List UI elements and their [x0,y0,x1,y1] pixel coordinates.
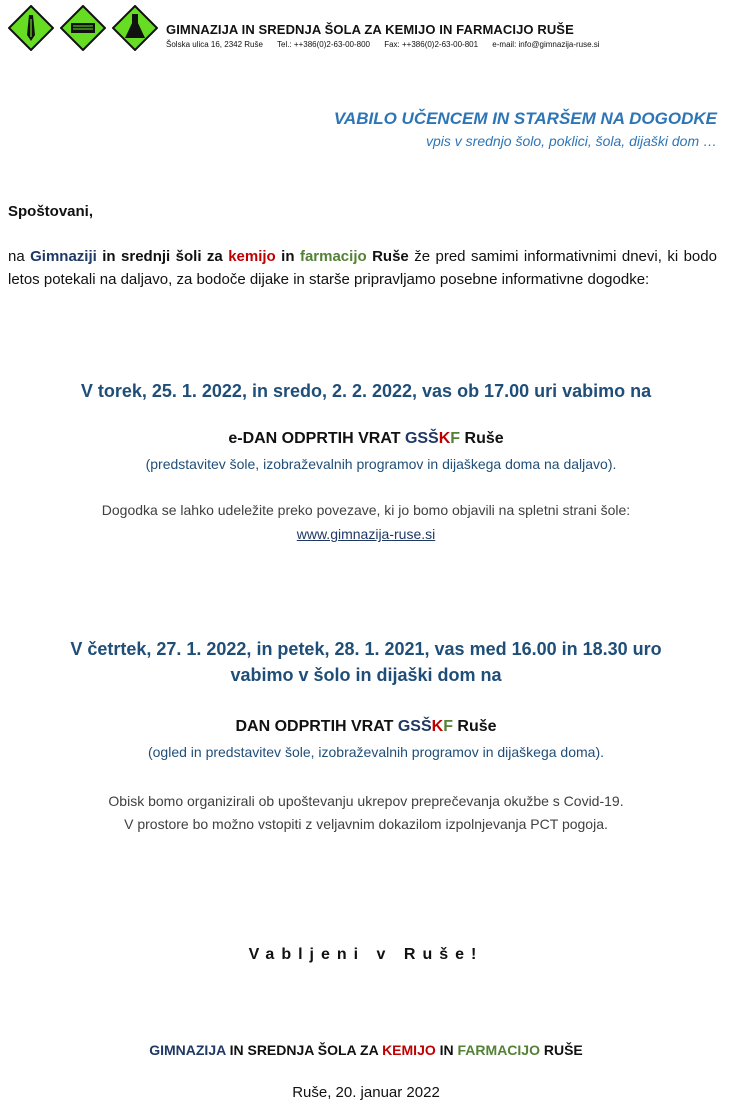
school-logo-pen-icon [8,5,54,51]
document-title [334,109,717,149]
event2-heading-cont: vabimo v šolo in dijaški dom na [230,665,502,685]
event1-title-suffix: Ruše [460,430,504,447]
intro-text: na [8,248,31,265]
school-logo-book-icon [60,5,106,51]
telephone: Tel.: ++386(0)2-63-00-800 [277,40,370,49]
school-name: GIMNAZIJA IN SREDNJA ŠOLA ZA KEMIJO IN FARMACIJO RUŠE [166,22,574,37]
event2-title-text: DAN ODPRTIH VRAT [235,718,398,735]
footer-gimnazija: GIMNAZIJA [149,1042,226,1058]
abbr-k: K [431,718,444,735]
event2-note-1: Obisk bomo organizirali ob upoštevanju ukrepov preprečevanja okužbe s Covid-19. [108,793,624,809]
event1-link-row [0,522,732,546]
title-sub: vpis v srednjo šolo, poklici, šola, dijaški dom … [425,133,717,149]
footer-text: IN [435,1042,458,1058]
abbr-f: F [443,718,453,735]
intro-ruse: Ruše [366,248,409,265]
event1-note: Dogodka se lahko udeležite preko povezave, ki jo bomo objavili na spletni strani šole: [101,502,631,518]
abbr-gss: GSŠ [397,718,432,735]
document-date: Ruše, 20. januar 2022 [292,1084,440,1101]
event2-note-2: V prostore bo možno vstopiti z veljavnim dokazilom izpolnjevanja PCT pogoja. [124,816,608,832]
intro-gimnaziji: Gimnaziji [30,248,97,265]
footer-text: IN SREDNJA ŠOLA ZA [225,1042,383,1058]
fax: Fax: ++386(0)2-63-00-801 [384,40,479,49]
footer-kemijo: KEMIJO [382,1042,436,1058]
address: Šolska ulica 16, 2342 Ruše [166,40,263,49]
event2-heading: V četrtek, 27. 1. 2022, in petek, 28. 1. 2021, vas med 16.00 in 18.30 uro [70,639,662,659]
footer-farmacijo: FARMACIJO [457,1042,540,1058]
footer-school-name [0,1042,732,1058]
event2-description: (ogled in predstavitev šole, izobraževalnih programov in dijaškega doma). [147,744,605,760]
footer-ruse: RUŠE [539,1042,583,1058]
intro-text: in [275,248,300,265]
website-link[interactable]: www.gimnazija-ruse.si [296,526,436,542]
event1-title-text: e-DAN ODPRTIH VRAT [228,430,405,447]
abbr-gss: GSŠ [404,430,439,447]
header-logos [8,5,158,51]
title-main: VABILO UČENCEM IN STARŠEM NA DOGODKE [333,109,717,128]
event1-heading: V torek, 25. 1. 2022, in sredo, 2. 2. 2022, vas ob 17.00 uri vabimo na [80,381,652,401]
intro-kemijo: kemijo [228,248,276,265]
intro-paragraph [8,245,717,291]
greeting: Spoštovani, [8,203,94,220]
event2-title [0,718,732,736]
intro-text: in srednji šoli za [96,248,229,265]
intro-text: že pred samimi informativnimi dnevi, ki bodo letos potekali na daljavo, za bodoče dijake in starše pripravljamo posebne informativne dogodke: [8,248,717,288]
event1-description: (predstavitev šole, izobraževalnih programov in dijaškega doma na daljavo). [145,456,617,472]
email: e-mail: info@gimnazija-ruse.si [492,40,600,49]
intro-farmacijo: farmacijo [299,248,367,265]
header [166,22,612,49]
event2-title-suffix: Ruše [452,718,497,735]
welcome-text: Vabljeni v Ruše! [248,946,484,963]
abbr-f: F [450,430,461,447]
contact-line [166,40,612,49]
event1-title [0,430,732,448]
abbr-k: K [438,430,451,447]
school-logo-flask-icon [112,5,158,51]
